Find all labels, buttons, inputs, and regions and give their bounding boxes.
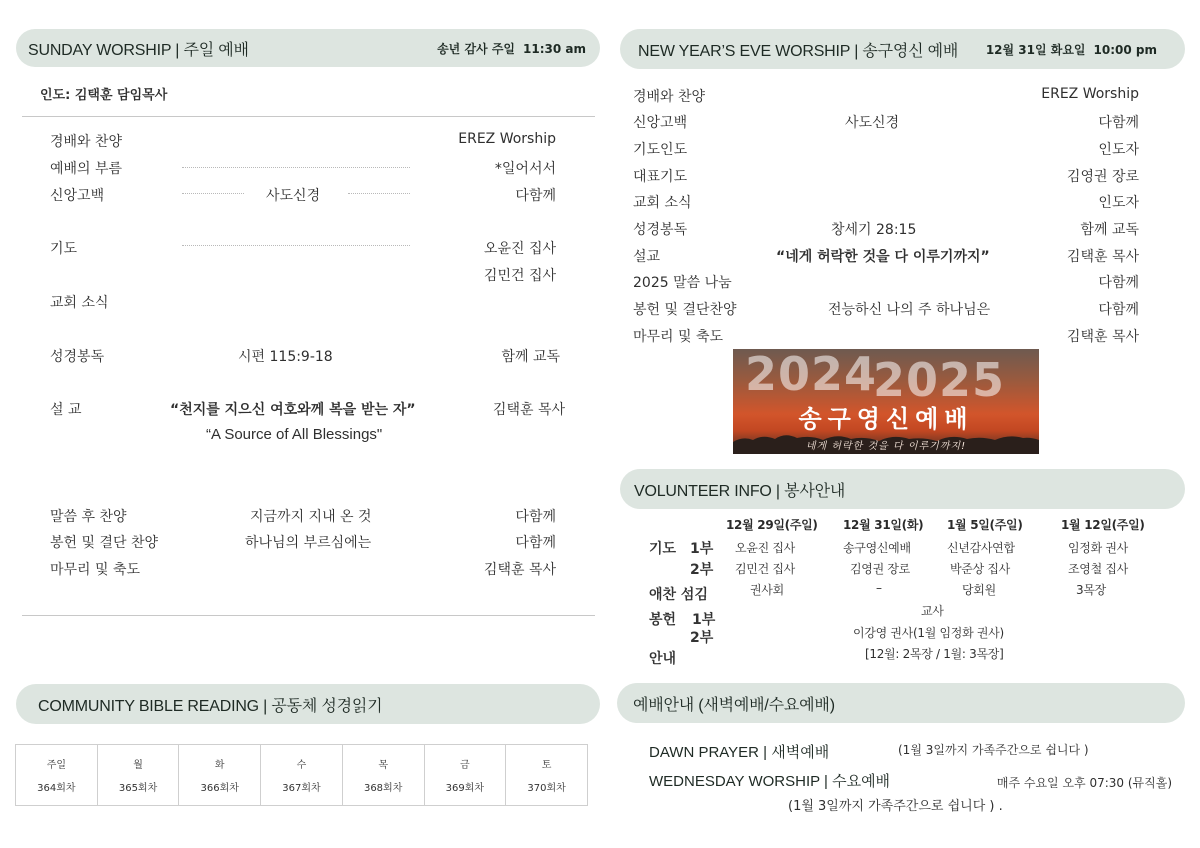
sunday-row-right: 다함께 <box>515 188 556 204</box>
wednesday-worship-label: WEDNESDAY WORSHIP | 수요예배 <box>649 773 891 790</box>
bible-day: 금 <box>460 760 470 771</box>
nye-row-label: 마무리 및 축도 <box>633 329 724 345</box>
nye-row-center: 사도신경 <box>845 115 900 131</box>
volunteer-prayer-second: 조영철 집사 <box>1068 562 1128 576</box>
sunday-row-right: 김민건 집사 <box>483 268 556 284</box>
volunteer-prayer-first: 임정화 권사 <box>1068 541 1128 555</box>
sunday-row-center: 시편 115:9-18 <box>238 349 333 365</box>
nye-row-label: 교회 소식 <box>633 195 692 211</box>
nye-header-schedule <box>978 41 1157 58</box>
bible-day-cell <box>16 745 98 806</box>
bible-day-cell <box>342 745 424 806</box>
volunteer-label-prayer: 기도 <box>649 541 677 557</box>
nye-row-right: 함께 교독 <box>1080 222 1139 238</box>
nye-row-right: 다함께 <box>1098 115 1139 131</box>
sunday-row-label: 경배와 찬양 <box>50 134 123 150</box>
bible-chapter: 367회차 <box>282 783 321 794</box>
nye-row-right: 김택훈 목사 <box>1066 249 1139 265</box>
sunday-row-right: 다함께 <box>515 509 556 525</box>
volunteer-prayer-second: 김민건 집사 <box>735 562 795 576</box>
nye-header-date: 12월 31일 화요일 <box>985 42 1086 57</box>
nye-row-label: 설교 <box>633 249 661 265</box>
volunteer-label-prayer-second: 2부 <box>690 562 714 578</box>
volunteer-header <box>620 469 1185 509</box>
bible-day: 토 <box>541 760 552 771</box>
sunday-row-right: 오윤진 집사 <box>483 241 556 257</box>
nye-row-right: 인도자 <box>1098 142 1139 158</box>
sunday-row-label: 봉헌 및 결단 찬양 <box>50 535 159 551</box>
banner-title: 송구영신예배 <box>798 405 974 433</box>
volunteer-date: 1월 5일(주일) <box>947 518 1023 532</box>
dawn-prayer-note: (1월 3일까지 가족주간으로 쉽니다 ) <box>898 743 1089 757</box>
sunday-header-title: SUNDAY WORSHIP | 주일 예배 <box>28 41 249 59</box>
sunday-header <box>16 29 600 67</box>
bible-chapter: 370회차 <box>527 783 566 794</box>
volunteer-guide: [12월: 2목장 / 1월: 3목장] <box>865 647 1004 661</box>
volunteer-service: – <box>876 581 882 595</box>
sunday-row-right: 김택훈 목사 <box>483 562 556 578</box>
bible-day: 수 <box>296 760 307 771</box>
nye-row-label: 기도인도 <box>633 142 688 158</box>
sunday-bottom-divider <box>22 615 595 616</box>
sunday-row-label: 신앙고백 <box>50 188 105 204</box>
volunteer-offering-second: 이강영 권사(1월 임정화 권사) <box>853 626 1004 640</box>
bible-day-cell <box>179 745 261 806</box>
nye-row-label: 2025 말씀 나눔 <box>633 275 732 291</box>
bible-chapter: 364회차 <box>37 783 76 794</box>
volunteer-service: 권사회 <box>750 583 784 597</box>
nye-row-right: 김택훈 목사 <box>1066 329 1139 345</box>
sunday-sermon-english: “A Source of All Blessings" <box>206 426 383 443</box>
bible-header-title: COMMUNITY BIBLE READING | 공동체 성경읽기 <box>38 697 383 715</box>
volunteer-label-offering-second: 2부 <box>690 630 714 646</box>
nye-row-center: 전능하신 나의 주 하나님은 <box>828 302 991 318</box>
dawn-prayer-label: DAWN PRAYER | 새벽예배 <box>649 744 830 761</box>
info-header-title: 예배안내 (새벽예배/수요예배) <box>633 696 835 714</box>
volunteer-label-prayer-first: 1부 <box>690 541 714 557</box>
bible-day: 목 <box>378 760 388 771</box>
volunteer-service: 3목장 <box>1076 583 1106 597</box>
bible-day: 주일 <box>46 760 67 771</box>
nye-row-right: 인도자 <box>1098 195 1139 211</box>
volunteer-label-offering: 봉헌 <box>649 612 677 628</box>
volunteer-prayer-first: 송구영신예배 <box>843 541 911 555</box>
wednesday-worship-time: 매주 수요일 오후 07:30 (뮤직홀) <box>996 776 1172 790</box>
sunday-row-dots <box>182 193 244 194</box>
bible-chapter: 366회차 <box>200 783 239 794</box>
sunday-row-right: EREZ Worship <box>458 131 556 147</box>
bible-chapter: 368회차 <box>363 783 403 794</box>
nye-row-right: 다함께 <box>1098 302 1139 318</box>
volunteer-service: 당회원 <box>962 583 996 597</box>
bible-day-cell <box>506 745 588 806</box>
sunday-row-dots <box>182 245 410 246</box>
volunteer-label-offering-first: 1부 <box>692 612 716 628</box>
volunteer-prayer-second: 박준상 집사 <box>950 562 1010 576</box>
sunday-sermon-title: “천지를 지으신 여호와께 복을 받는 자” <box>170 402 416 418</box>
bible-day-cell <box>424 745 506 806</box>
sunday-row-dots <box>348 193 410 194</box>
nye-row-center: 창세기 28:15 <box>831 222 917 238</box>
volunteer-prayer-second: 김영권 장로 <box>850 562 910 576</box>
nye-row-right: 다함께 <box>1098 275 1139 291</box>
nye-row-label: 대표기도 <box>633 169 688 185</box>
bible-reading-table <box>15 744 588 806</box>
sunday-row-label: 설 교 <box>50 402 82 418</box>
sunday-row-right: 함께 교독 <box>501 349 560 365</box>
info-header <box>617 683 1185 723</box>
nye-row-label: 신앙고백 <box>633 115 688 131</box>
nye-row-label: 봉헌 및 결단찬양 <box>633 302 737 318</box>
volunteer-date: 12월 29일(주일) <box>726 518 818 532</box>
volunteer-prayer-first: 오윤진 집사 <box>735 541 795 555</box>
volunteer-offering-first: 교사 <box>921 604 944 618</box>
volunteer-header-title: VOLUNTEER INFO | 봉사안내 <box>634 482 846 500</box>
sunday-leader: 인도: 김택훈 담임목사 <box>40 88 168 103</box>
sunday-row-label: 교회 소식 <box>50 295 109 311</box>
sunday-row-label: 마무리 및 축도 <box>50 562 141 578</box>
sunday-row-center: 지금까지 지내 온 것 <box>250 509 372 525</box>
nye-row-label: 성경봉독 <box>633 222 688 238</box>
bible-chapter: 369회차 <box>445 783 485 794</box>
sunday-header-time: 11:30 am <box>523 41 586 56</box>
sunday-row-right: 다함께 <box>515 535 556 551</box>
sunday-header-sub: 송년 감사 주일 <box>437 41 516 56</box>
volunteer-date: 1월 12일(주일) <box>1061 518 1145 532</box>
bible-day-cell <box>97 745 179 806</box>
banner-subtitle: 네게 허락한 것을 다 이루기까지! <box>805 441 967 452</box>
nye-banner-image <box>733 349 1039 454</box>
sunday-row-label: 성경봉독 <box>50 349 105 365</box>
bible-header <box>16 684 600 724</box>
volunteer-label-service: 애찬 섬김 <box>649 587 708 603</box>
nye-header-time: 10:00 pm <box>1093 42 1157 57</box>
nye-header <box>620 29 1185 69</box>
sunday-top-divider <box>22 116 595 117</box>
sunday-row-right: *일어서서 <box>494 161 556 177</box>
bible-day: 화 <box>214 760 225 771</box>
sunday-row-label: 기도 <box>50 241 78 257</box>
sunday-row-dots <box>182 167 410 168</box>
nye-row-right: EREZ Worship <box>1041 86 1139 102</box>
bible-day-cell <box>261 745 343 806</box>
volunteer-prayer-first: 신년감사연합 <box>947 541 1015 555</box>
sunday-row-label: 예배의 부름 <box>50 161 123 177</box>
sunday-row-center: 하나님의 부르심에는 <box>245 535 372 551</box>
bible-chapter: 365회차 <box>118 783 158 794</box>
bible-day: 월 <box>133 760 143 771</box>
sunday-row-right: 김택훈 목사 <box>492 402 565 418</box>
sunday-row-center: 사도신경 <box>266 188 321 204</box>
nye-sermon-title: “네게 허락한 것을 다 이루기까지” <box>776 249 990 265</box>
nye-header-title: NEW YEAR’S EVE WORSHIP | 송구영신 예배 <box>638 42 959 60</box>
nye-row-label: 경배와 찬양 <box>633 89 706 105</box>
sunday-row-label: 말씀 후 찬양 <box>50 509 127 525</box>
sunday-header-schedule <box>429 40 586 57</box>
volunteer-label-guide: 안내 <box>649 651 677 667</box>
banner-year-2025: 2025 <box>873 353 1006 407</box>
banner-year-2024: 2024 <box>745 349 878 401</box>
wednesday-worship-note: (1월 3일까지 가족주간으로 쉽니다 ) . <box>788 799 1003 814</box>
volunteer-date: 12월 31일(화) <box>843 518 924 532</box>
nye-row-right: 김영권 장로 <box>1066 169 1139 185</box>
